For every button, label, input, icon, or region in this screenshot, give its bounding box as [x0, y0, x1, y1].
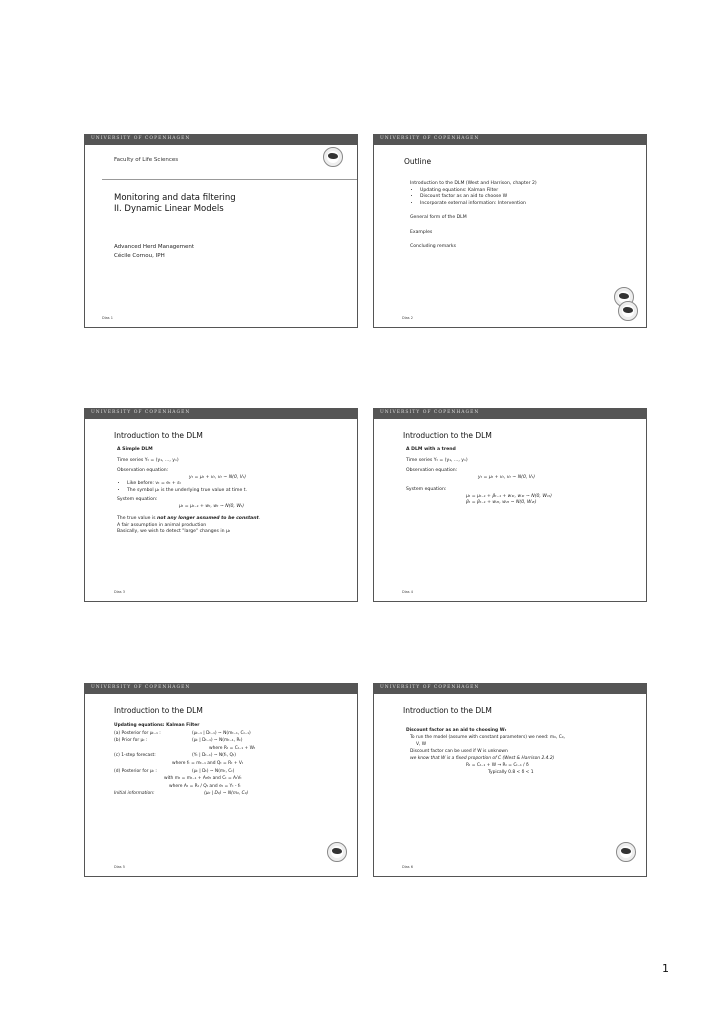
- slide-heading: A Simple DLM: [117, 447, 153, 452]
- slide-3: [84, 408, 358, 602]
- slide-6: [373, 683, 647, 877]
- slide-heading: Discount factor as an aid to choosing Wₜ: [406, 728, 507, 733]
- delta-range: Typically 0.8 < δ < 1: [488, 770, 534, 775]
- subtitle-line-1: Advanced Herd Management: [114, 244, 195, 250]
- row-equation: (μₜ₋₁ | Dₜ₋₁) ~ N(mₜ₋₁, Cₜ₋₁): [192, 730, 251, 736]
- slide-title: Introduction to the DLM: [403, 431, 492, 440]
- slide-header-bar: [85, 684, 357, 694]
- slide-body: [117, 447, 260, 536]
- slide-footer: Dias 4: [402, 590, 413, 594]
- discount-equation: Rₜ = Cₜ₋₁ + W → Rₜ = Cₜ₋₁ / δ: [466, 763, 529, 768]
- university-seal-icon: [618, 301, 638, 321]
- outline-bullet: • Incorporate external information: Intervention: [420, 201, 537, 208]
- posterior-with: with mₜ = mₜ₋₁ + Aₜeₜ and Cₜ = AₜVₜ: [164, 776, 242, 782]
- slide-header-bar: [85, 409, 357, 419]
- assumption-text: A fair assumption in animal production: [117, 522, 207, 528]
- system-equation: μₜ = μₜ₋₁ + wₜ, wₜ ~ N(0, Wₜ): [179, 503, 245, 509]
- proportion-text: we know that W is a fixed proportion of C (West & Harrison 2.4.2): [410, 756, 555, 761]
- row-label: (d) Posterior for μₜ :: [114, 768, 157, 774]
- constant-statement: [117, 516, 260, 523]
- page-number: 1: [662, 962, 669, 975]
- header-text: UNIVERSITY OF COPENHAGEN: [380, 685, 480, 690]
- bullet-item: • Like before: vₜ = eₜ + εₜ: [127, 481, 260, 488]
- bullet-list: [117, 481, 260, 494]
- row-label: (c) 1-step forecast:: [114, 753, 156, 759]
- outline-item-4: Concluding remarks: [410, 244, 456, 249]
- prior-row: [114, 737, 255, 745]
- emphasis-text: not any longer assumed to be constant: [157, 516, 259, 521]
- text-run: .: [258, 516, 261, 521]
- outline-item-2: General form of the DLM: [410, 215, 467, 220]
- requirements-text: To run the model (assume with constant parameters) we need: m₀, C₀,: [410, 735, 565, 740]
- slide-heading: A DLM with a trend: [406, 447, 456, 452]
- time-series-text: Time series Yₜ = (y₁, ..., yₙ): [117, 457, 179, 463]
- system-label: System equation:: [117, 497, 158, 502]
- slide-footer: Dias 5: [114, 865, 125, 869]
- row-label: Initial information:: [114, 791, 155, 797]
- observation-equation: yₜ = μₜ + vₜ, vₜ ~ N(0, Vₜ): [478, 474, 536, 480]
- university-seal-icon: [323, 147, 343, 167]
- header-text: UNIVERSITY OF COPENHAGEN: [380, 410, 480, 415]
- prior-where: where Rₜ = Cₜ₋₁ + Wₜ: [209, 745, 256, 751]
- outline-item-1: Introduction to the DLM (West and Harrison, chapter 2): [410, 181, 537, 186]
- slide-body: [406, 447, 552, 507]
- outline-list: [410, 181, 537, 251]
- slide-footer: Dias 3: [114, 590, 125, 594]
- initial-row: [114, 790, 255, 798]
- slide-body: [406, 727, 565, 776]
- faculty-name: Faculty of Life Sciences: [114, 157, 179, 163]
- slide-heading: Updating equations: Kalman Filter: [114, 723, 200, 728]
- forecast-row: [114, 752, 255, 760]
- slide-subtitle: [114, 243, 194, 261]
- subtitle-line-2: Cécile Cornou, IPH: [114, 253, 165, 259]
- slide-title: Introduction to the DLM: [114, 706, 203, 715]
- slide-body: [114, 722, 255, 798]
- slide-header-bar: [374, 409, 646, 419]
- header-text: UNIVERSITY OF COPENHAGEN: [91, 685, 191, 690]
- slide-title: [114, 193, 236, 215]
- system-equation-2: βₜ = βₜ₋₁ + w₂ₜ, w₂ₜ ~ N(0, W₂ₜ): [466, 500, 537, 505]
- row-equation: (μₜ | Dₜ₋₁) ~ N(mₜ₋₁, Rₜ): [192, 738, 243, 744]
- system-label: System equation:: [406, 487, 447, 492]
- posterior-where: where Aₜ = Rₜ / Qₜ and eₜ = Yₜ - fₜ: [169, 783, 241, 789]
- row-label: (b) Prior for μₜ :: [114, 738, 148, 744]
- slide-title: Introduction to the DLM: [114, 431, 203, 440]
- forecast-where: where fₜ = mₜ₋₁ and Qₜ = Rₜ + Vₜ: [172, 760, 244, 766]
- header-text: UNIVERSITY OF COPENHAGEN: [380, 136, 480, 141]
- text-run: The true value is: [117, 516, 158, 521]
- outline-bullet: • Discount factor as an aid to choose W: [420, 194, 537, 201]
- slide-title: Outline: [404, 157, 432, 166]
- slide-4: [373, 408, 647, 602]
- slide-footer: Dias 1: [102, 316, 113, 320]
- observation-label: Observation equation:: [406, 468, 458, 473]
- slide-header-bar: [85, 135, 357, 145]
- system-equation-1: μₜ = μₜ₋₁ + βₜ₋₁ + w₁ₜ, w₁ₜ ~ N(0, W₁ₜ): [466, 493, 552, 499]
- discount-text: Discount factor can be used if W is unknown: [410, 749, 508, 754]
- divider: [102, 179, 357, 180]
- row-label: (a) Posterior for μₜ₋₁ :: [114, 730, 161, 736]
- university-seal-icon: [327, 842, 347, 862]
- row-equation: (μ₀ | D₀) ~ N(m₀, C₀): [204, 791, 249, 797]
- requirements-text-cont: V, W: [416, 742, 427, 747]
- outline-bullets: [410, 188, 537, 208]
- title-line-1: Monitoring and data filtering: [114, 193, 236, 203]
- slide-header-bar: [374, 684, 646, 694]
- detect-text: Basically, we wish to detect "large" changes in μₜ: [117, 529, 231, 534]
- slide-title: Introduction to the DLM: [403, 706, 492, 715]
- slide-footer: Dias 2: [402, 316, 413, 320]
- posterior-prev-row: [114, 730, 255, 738]
- slide-1: [84, 134, 358, 328]
- row-equation: (Yₜ | Dₜ₋₁) ~ N(fₜ, Qₜ): [192, 753, 236, 759]
- header-text: UNIVERSITY OF COPENHAGEN: [91, 410, 191, 415]
- observation-equation: yₜ = μₜ + vₜ, vₜ ~ N(0, Vₜ): [189, 474, 247, 480]
- slide-footer: Dias 6: [402, 865, 413, 869]
- outline-bullet: • Updating equations: Kalman Filter: [420, 188, 537, 195]
- time-series-text: Time series Yₜ = (y₁, ..., yₙ): [406, 457, 468, 463]
- outline-item-3: Examples: [410, 229, 433, 235]
- header-text: UNIVERSITY OF COPENHAGEN: [91, 136, 191, 141]
- university-seal-icon: [616, 842, 636, 862]
- row-equation: (μₜ | Dₜ) ~ N(mₜ, Cₜ): [192, 768, 235, 774]
- observation-label: Observation equation:: [117, 468, 169, 473]
- title-line-2: II. Dynamic Linear Models: [114, 204, 224, 214]
- posterior-row: [114, 768, 255, 776]
- slide-header-bar: [374, 135, 646, 145]
- slide-2: [373, 134, 647, 328]
- bullet-item: • The symbol μₜ is the underlying true value at time t.: [127, 488, 260, 495]
- slide-5: [84, 683, 358, 877]
